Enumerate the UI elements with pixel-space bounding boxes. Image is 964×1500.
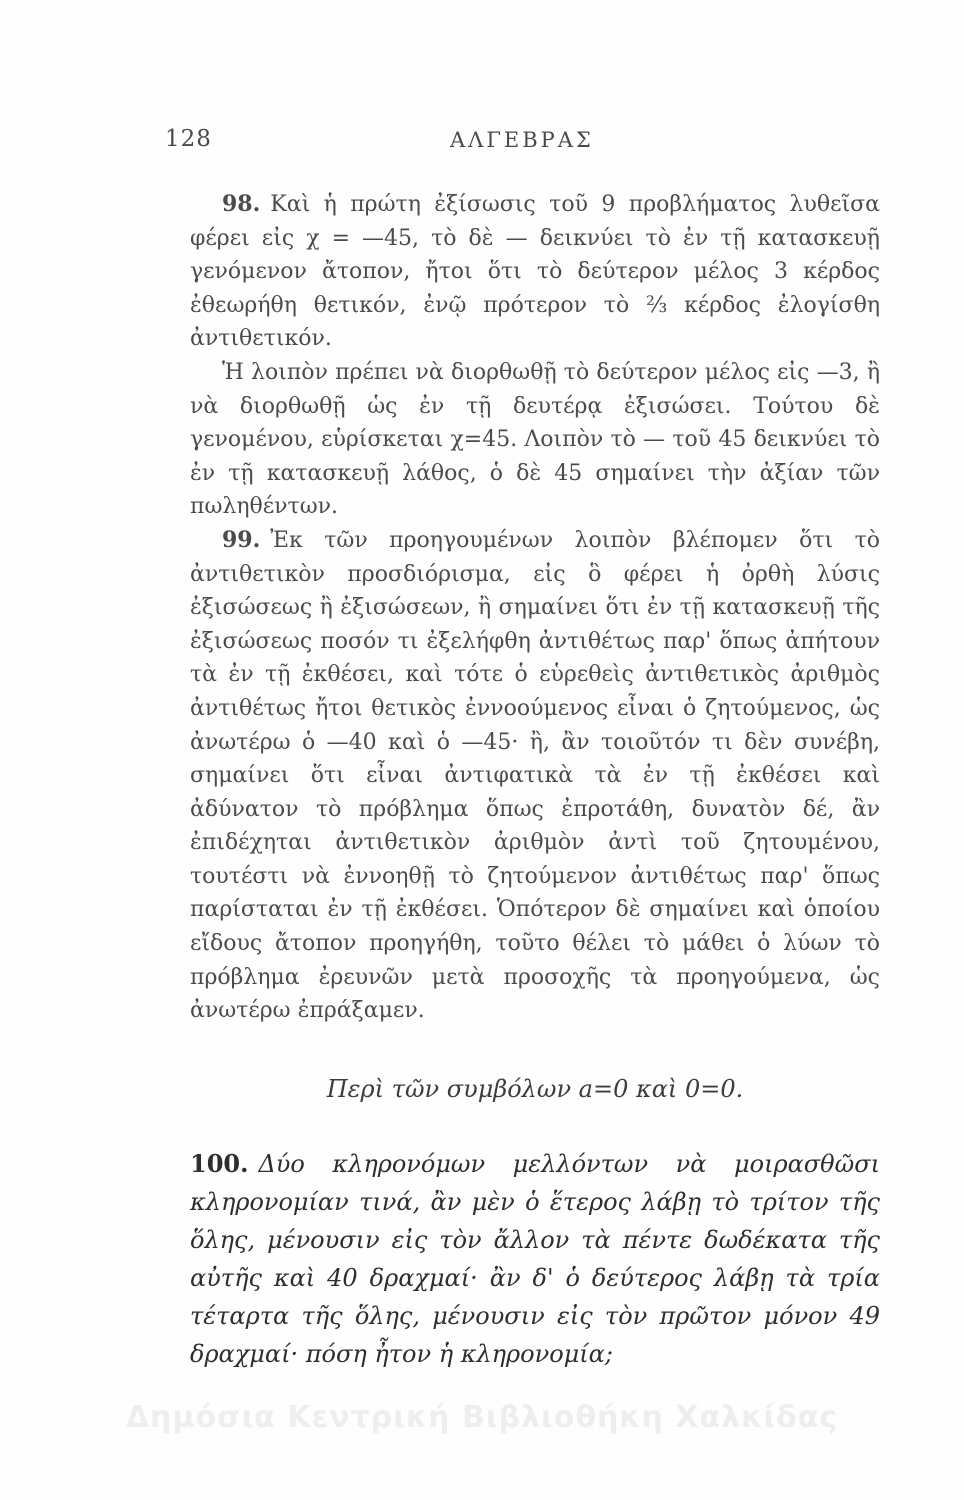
page-number: 128: [165, 126, 212, 152]
paragraph-text: Ἡ λοιπὸν πρέπει νὰ διορθωθῇ τὸ δεύτερον μέλος εἰς —3, ἢ νὰ διορθωθῇ ὡς ἐν τῇ δευτέρᾳ ἐξισώσει. Τούτου δὲ γενομένου, εὑρίσκεται χ=45. Λοιπὸν τὸ — τοῦ 45 δεικνύει τὸ ἐν τῇ κατασκευῇ λάθος, ὁ δὲ 45 σημαίνει τὴν ἀξίαν τῶν πωληθέντων.: [190, 359, 880, 520]
paragraph-text: Ἐκ τῶν προηγουμένων λοιπὸν βλέπομεν ὅτι τὸ ἀντιθετικὸν προσδιόρισμα, εἰς ὃ φέρει ἡ ὀρθὴ λύσις ἐξισώσεως ἢ ἐξισώσεων, ἢ σημαίνει ὅτι ἐν τῇ κατασκευῇ τῆς ἐξισώσεως ποσόν τι ἐξελήφθη ἀντιθέτως παρ' ὅπως ἀπήτουν τὰ ἐν τῇ ἐκθέσει, καὶ τότε ὁ εὑρεθεὶς ἀντιθετικὸς ἀριθμὸς ἀντιθέτως ἤτοι θετικὸς ἐννοούμενος εἶναι ὁ ζητούμενος, ὡς ἀνωτέρω ὁ —40 καὶ ὁ —45· ἢ, ἂν τοιοῦτόν τι δὲν συνέβη, σημαίνει ὅτι εἶναι ἀντιφατικὰ τὰ ἐν τῇ ἐκθέσει καὶ ἀδύνατον τὸ πρόβλημα ὅπως ἐπροτάθη, δυνατὸν δέ, ἂν ἐπιδέχηται ἀντιθετικὸν ἀριθμὸν ἀντὶ τοῦ ζητουμένου, τουτέστι νὰ ἐννοηθῇ τὸ ζητούμενον ἀντιθέτως παρ' ὅπως παρίσταται ἐν τῇ ἐκθέσει. Ὁπότερον δὲ σημαίνει καὶ ὁποίου εἴδους ἄτοπον προηγήθη, τοῦτο θέλει τὸ μάθει ὁ λύων τὸ πρόβλημα ἐρευνῶν μετὰ προσοχῆς τὰ προηγούμενα, ὡς ἀνωτέρω ἐπράξαμεν.: [190, 527, 880, 1024]
page-header: [165, 126, 885, 166]
problem-100: [190, 1145, 880, 1373]
paragraph-number: 98.: [222, 191, 261, 217]
section-heading: Περὶ τῶν συμβόλων a=0 καὶ 0=0.: [326, 1075, 744, 1103]
paragraph-text: Καὶ ἡ πρώτη ἐξίσωσις τοῦ 9 προβλήματος λυθεῖσα φέρει εἰς χ = —45, τὸ δὲ — δεικνύει τὸ ἐν τῇ κατασκευῇ γενόμενον ἄτοπον, ἤτοι ὅτι τὸ δεύτερον μέλος 3 κέρδος ἐθεωρήθη θετικόν, ἐνῷ πρότερον τὸ ⅔ κέρδος ἐλογίσθη ἀντιθετικόν.: [190, 192, 880, 352]
library-watermark: Δημόσια Κεντρική Βιβλιοθήκη Χαλκίδας: [125, 1400, 839, 1435]
paragraph-98-continued: [190, 356, 880, 524]
running-head: ΑΛΓΕΒΡΑΣ: [450, 128, 594, 152]
problem-number: 100.: [190, 1149, 249, 1178]
body-text: [190, 188, 880, 1028]
problem-text: Δύο κληρονόμων μελλόντων νὰ μοιρασθῶσι κληρονομίαν τινά, ἂν μὲν ὁ ἕτερος λάβῃ τὸ τρίτον τῆς ὅλης, μένουσιν εἰς τὸν ἄλλον τὰ πέντε δωδέκατα τῆς αὐτῆς καὶ 40 δραχμαί· ἂν δ' ὁ δεύτερος λάβῃ τὰ τρία τέταρτα τῆς ὅλης, μένουσιν εἰς τὸν πρῶτον μόνον 49 δραχμαί· πόση ἦτον ἡ κληρονομία;: [190, 1150, 880, 1368]
paragraph-98: [190, 188, 880, 356]
paragraph-number: 99.: [222, 526, 261, 553]
paragraph-99: [190, 524, 880, 1028]
